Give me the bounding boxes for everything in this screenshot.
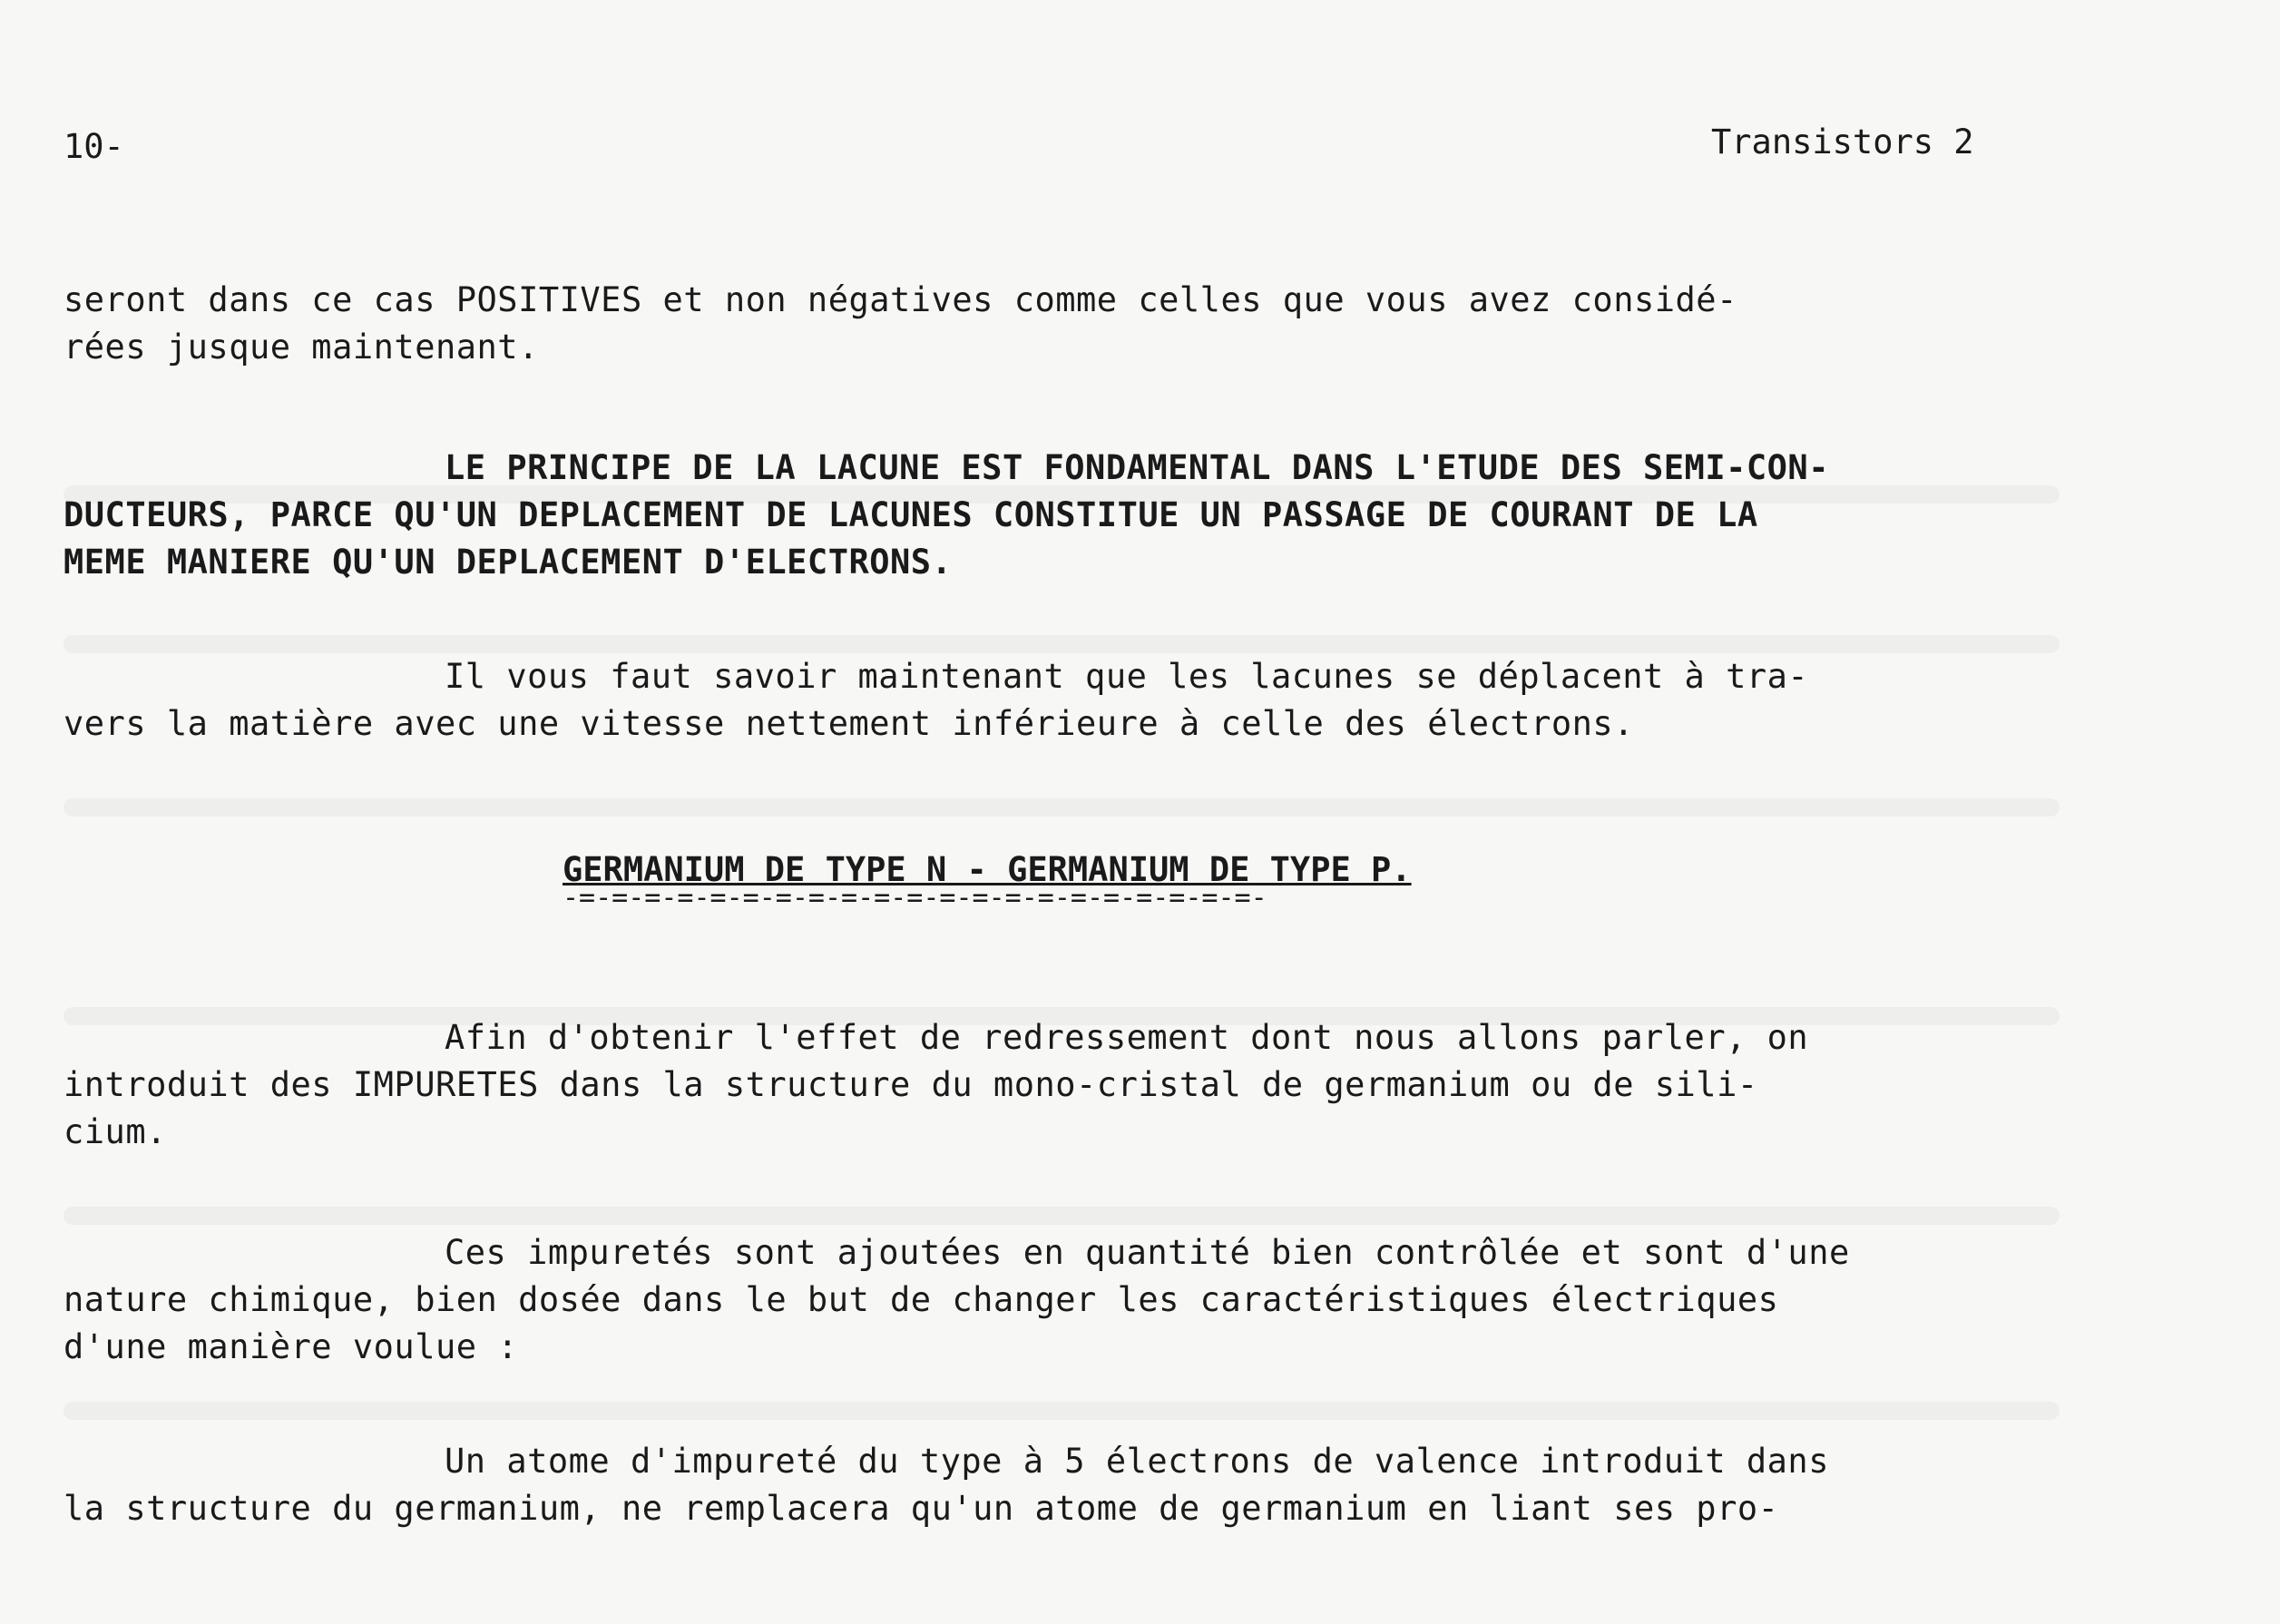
bleed-through-mark	[64, 1402, 2060, 1420]
paragraph-line: d'une manière voulue :	[64, 1327, 519, 1366]
section-title-rule: -=-=-=-=-=-=-=-=-=-=-=-=-=-=-=-=-=-=-=-=-=-	[563, 882, 1267, 914]
section-heading	[563, 850, 1412, 914]
section-title: GERMANIUM DE TYPE N - GERMANIUM DE TYPE P.	[563, 850, 1412, 889]
paragraph-line: introduit des IMPURETES dans la structure du mono-cristal de germanium ou de sili-	[64, 1065, 1758, 1104]
paragraph-line: vers la matière avec une vitesse nettement inférieure à celle des électrons.	[64, 704, 1634, 743]
paragraph-line: seront dans ce cas POSITIVES et non négatives comme celles que vous avez considé-	[64, 280, 1737, 319]
paragraph-line: Afin d'obtenir l'effet de redressement dont nous allons parler, on	[445, 1018, 1809, 1057]
emphasis-line: LE PRINCIPE DE LA LACUNE EST FONDAMENTAL DANS L'ETUDE DES SEMI-CON-	[445, 448, 1829, 487]
running-title: Transistors 2	[1711, 122, 1974, 161]
emphasis-line: DUCTEURS, PARCE QU'UN DEPLACEMENT DE LACUNES CONSTITUE UN PASSAGE DE COURANT DE LA	[64, 495, 1758, 534]
paragraph-line: nature chimique, bien dosée dans le but de changer les caractéristiques électriques	[64, 1280, 1779, 1319]
bleed-through-mark	[64, 798, 2060, 817]
paragraph-line: rées jusque maintenant.	[64, 328, 539, 367]
paragraph-line: Il vous faut savoir maintenant que les lacunes se déplacent à tra-	[445, 657, 1809, 696]
emphasis-line: MEME MANIERE QU'UN DEPLACEMENT D'ELECTRONS.	[64, 543, 953, 582]
bleed-through-mark	[64, 1207, 2060, 1225]
paragraph-line: cium.	[64, 1112, 167, 1151]
bleed-through-mark	[64, 635, 2060, 653]
paragraph-line: Un atome d'impureté du type à 5 électrons de valence introduit dans	[445, 1442, 1829, 1481]
page-number: 10-	[64, 127, 124, 166]
paragraph-line: la structure du germanium, ne remplacera qu'un atome de germanium en liant ses pro-	[64, 1489, 1779, 1528]
paragraph-line: Ces impuretés sont ajoutées en quantité bien contrôlée et sont d'une	[445, 1233, 1850, 1272]
